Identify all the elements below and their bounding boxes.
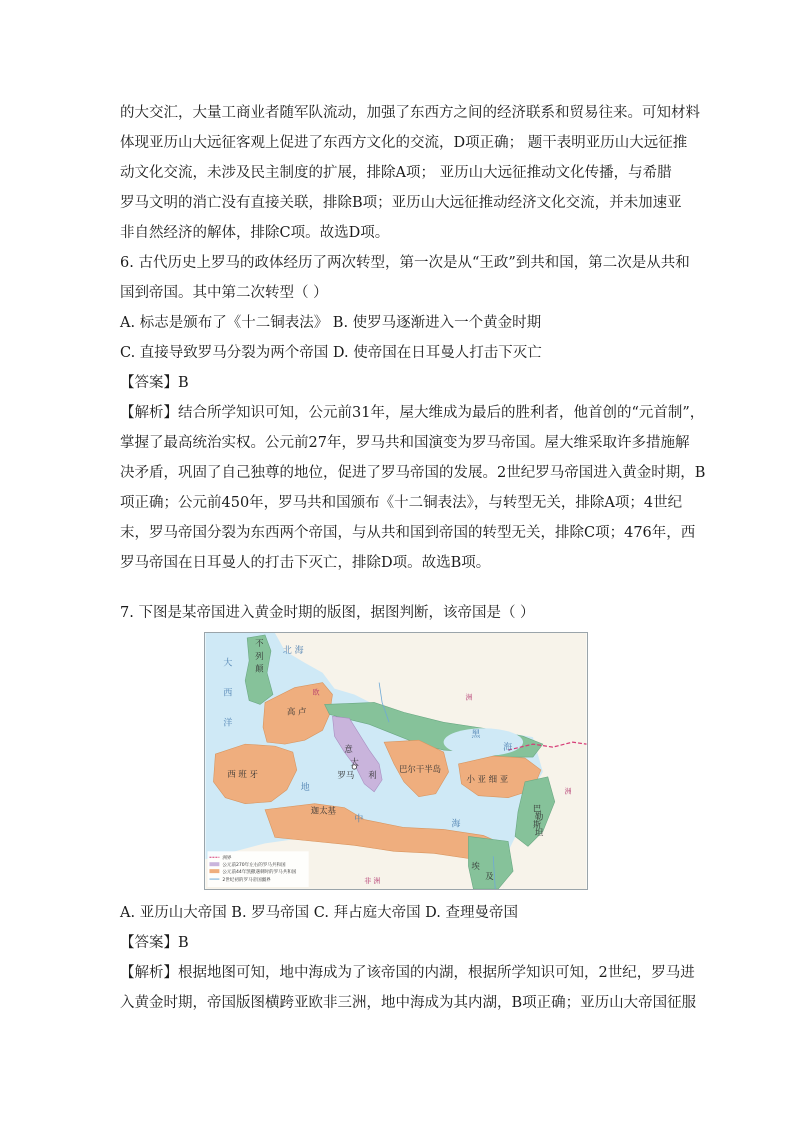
label-asia: 洲 <box>465 693 473 702</box>
label-palestine: 坦 <box>534 827 544 838</box>
question-7-stem: 7. 下图是某帝国进入黄金时期的版图，据图判断，该帝国是（ ） <box>120 605 535 621</box>
text-line: 非自然经济的解体，排除C项。故选D项。 <box>120 225 390 241</box>
question-6-stem: 6. 古代历史上罗马的政体经历了两次转型，第一次是从“王政”到共和国，第二次是从共和 <box>120 255 690 271</box>
label-palestine: 勒 <box>534 811 544 822</box>
label-britain: 不 <box>255 637 264 648</box>
label-atlantic: 洋 <box>223 718 233 729</box>
question-6-analysis: 罗马帝国在日耳曼人的打击下灭亡，排除D项。故选B项。 <box>120 555 491 571</box>
legend-label: 2世纪初的罗马帝国疆界 <box>222 878 271 884</box>
text-line: 体现亚历山大远征客观上促进了东西方文化的交流，D项正确； 题干表明亚历山大远征推 <box>120 135 688 151</box>
label-asia-minor: 小 亚 细 亚 <box>466 773 509 784</box>
question-6-stem: 国到帝国。其中第二次转型（ ） <box>120 285 328 301</box>
text-line: 的大交汇，大量工商业者随军队流动，加强了东西方之间的经济联系和贸易往来。可知材料 <box>120 105 700 121</box>
question-6-options: C. 直接导致罗马分裂为两个帝国 D. 使帝国在日耳曼人打击下灭亡 <box>120 345 542 361</box>
label-mediterranean: 海 <box>451 819 461 830</box>
label-black-sea: 海 <box>503 743 513 754</box>
roman-empire-map <box>204 632 588 890</box>
label-egypt: 及 <box>485 871 494 882</box>
label-black-sea: 黑 <box>471 730 481 741</box>
label-north-sea: 北 海 <box>282 645 304 656</box>
question-6-analysis: 掌握了最高统治实权。公元前27年，罗马共和国演变为罗马帝国。屋大维采取许多措施解 <box>120 435 690 451</box>
label-carthage: 迦太基 <box>310 805 336 816</box>
legend-label: 公元前270年左右的罗马共和国 <box>222 863 286 869</box>
map-legend <box>207 851 308 887</box>
label-italy: 意 <box>344 744 353 755</box>
text-line: 动文化交流，未涉及民主制度的扩展，排除A项； 亚历山大远征推动文化传播，与希腊 <box>120 165 672 181</box>
legend-swatch-270bc <box>209 862 219 866</box>
question-7-options: A. 亚历山大帝国 B. 罗马帝国 C. 拜占庭大帝国 D. 查理曼帝国 <box>120 905 519 921</box>
label-palestine: 巴 <box>532 803 542 814</box>
label-italy: 利 <box>368 769 377 780</box>
label-balkans: 巴尔干半岛 <box>398 763 442 774</box>
label-palestine: 斯 <box>532 819 542 830</box>
question-6-analysis: 决矛盾，巩固了自己独尊的地位，促进了罗马帝国的发展。2世纪罗马帝国进入黄金时期，B <box>120 465 706 481</box>
question-6-analysis: 末，罗马帝国分裂为东西两个帝国，与从共和国到帝国的转型无关，排除C项；476年，西 <box>120 525 696 541</box>
question-6-answer: 【答案】B <box>120 375 189 391</box>
label-europe: 欧 <box>312 688 320 697</box>
question-6-analysis: 【解析】结合所学知识可知，公元前31年，屋大维成为最后的胜利者，他首创的“元首制”， <box>120 405 705 421</box>
label-britain: 列 <box>255 650 264 661</box>
legend-label: 公元前44年凯撒遇刺时的罗马共和国 <box>222 870 297 876</box>
label-gaul: 高 卢 <box>286 706 307 717</box>
label-africa: 非 洲 <box>364 877 381 886</box>
question-7-answer: 【答案】B <box>120 935 189 951</box>
label-italy: 大 <box>350 756 359 767</box>
label-asia: 洲 <box>564 787 572 796</box>
legend-label: 洲界 <box>222 856 232 862</box>
question-6-options: A. 标志是颁布了《十二铜表法》 B. 使罗马逐渐进入一个黄金时期 <box>120 315 542 331</box>
legend-swatch-44bc <box>209 869 219 873</box>
question-7-analysis: 入黄金时期，帝国版图横跨亚欧非三洲，地中海成为其内湖，B项正确；亚历山大帝国征服 <box>120 995 697 1011</box>
label-spain: 西 班 牙 <box>227 768 258 779</box>
label-britain: 颠 <box>255 663 264 674</box>
question-6-analysis: 项正确；公元前450年，罗马共和国颁布《十二铜表法》，与转型无关，排除A项；4世纪 <box>120 495 683 511</box>
label-atlantic: 西 <box>223 688 233 699</box>
label-atlantic: 大 <box>223 658 233 669</box>
label-rome: 罗马 <box>337 769 355 780</box>
question-7-analysis: 【解析】根据地图可知，地中海成为了该帝国的内湖，根据所学知识可知，2世纪，罗马进 <box>120 965 695 981</box>
label-egypt: 埃 <box>471 861 480 872</box>
label-mediterranean: 中 <box>354 814 364 825</box>
label-mediterranean: 地 <box>300 782 310 793</box>
text-line: 罗马文明的消亡没有直接关联，排除B项；亚历山大远征推动经济文化交流，并未加速亚 <box>120 195 682 211</box>
